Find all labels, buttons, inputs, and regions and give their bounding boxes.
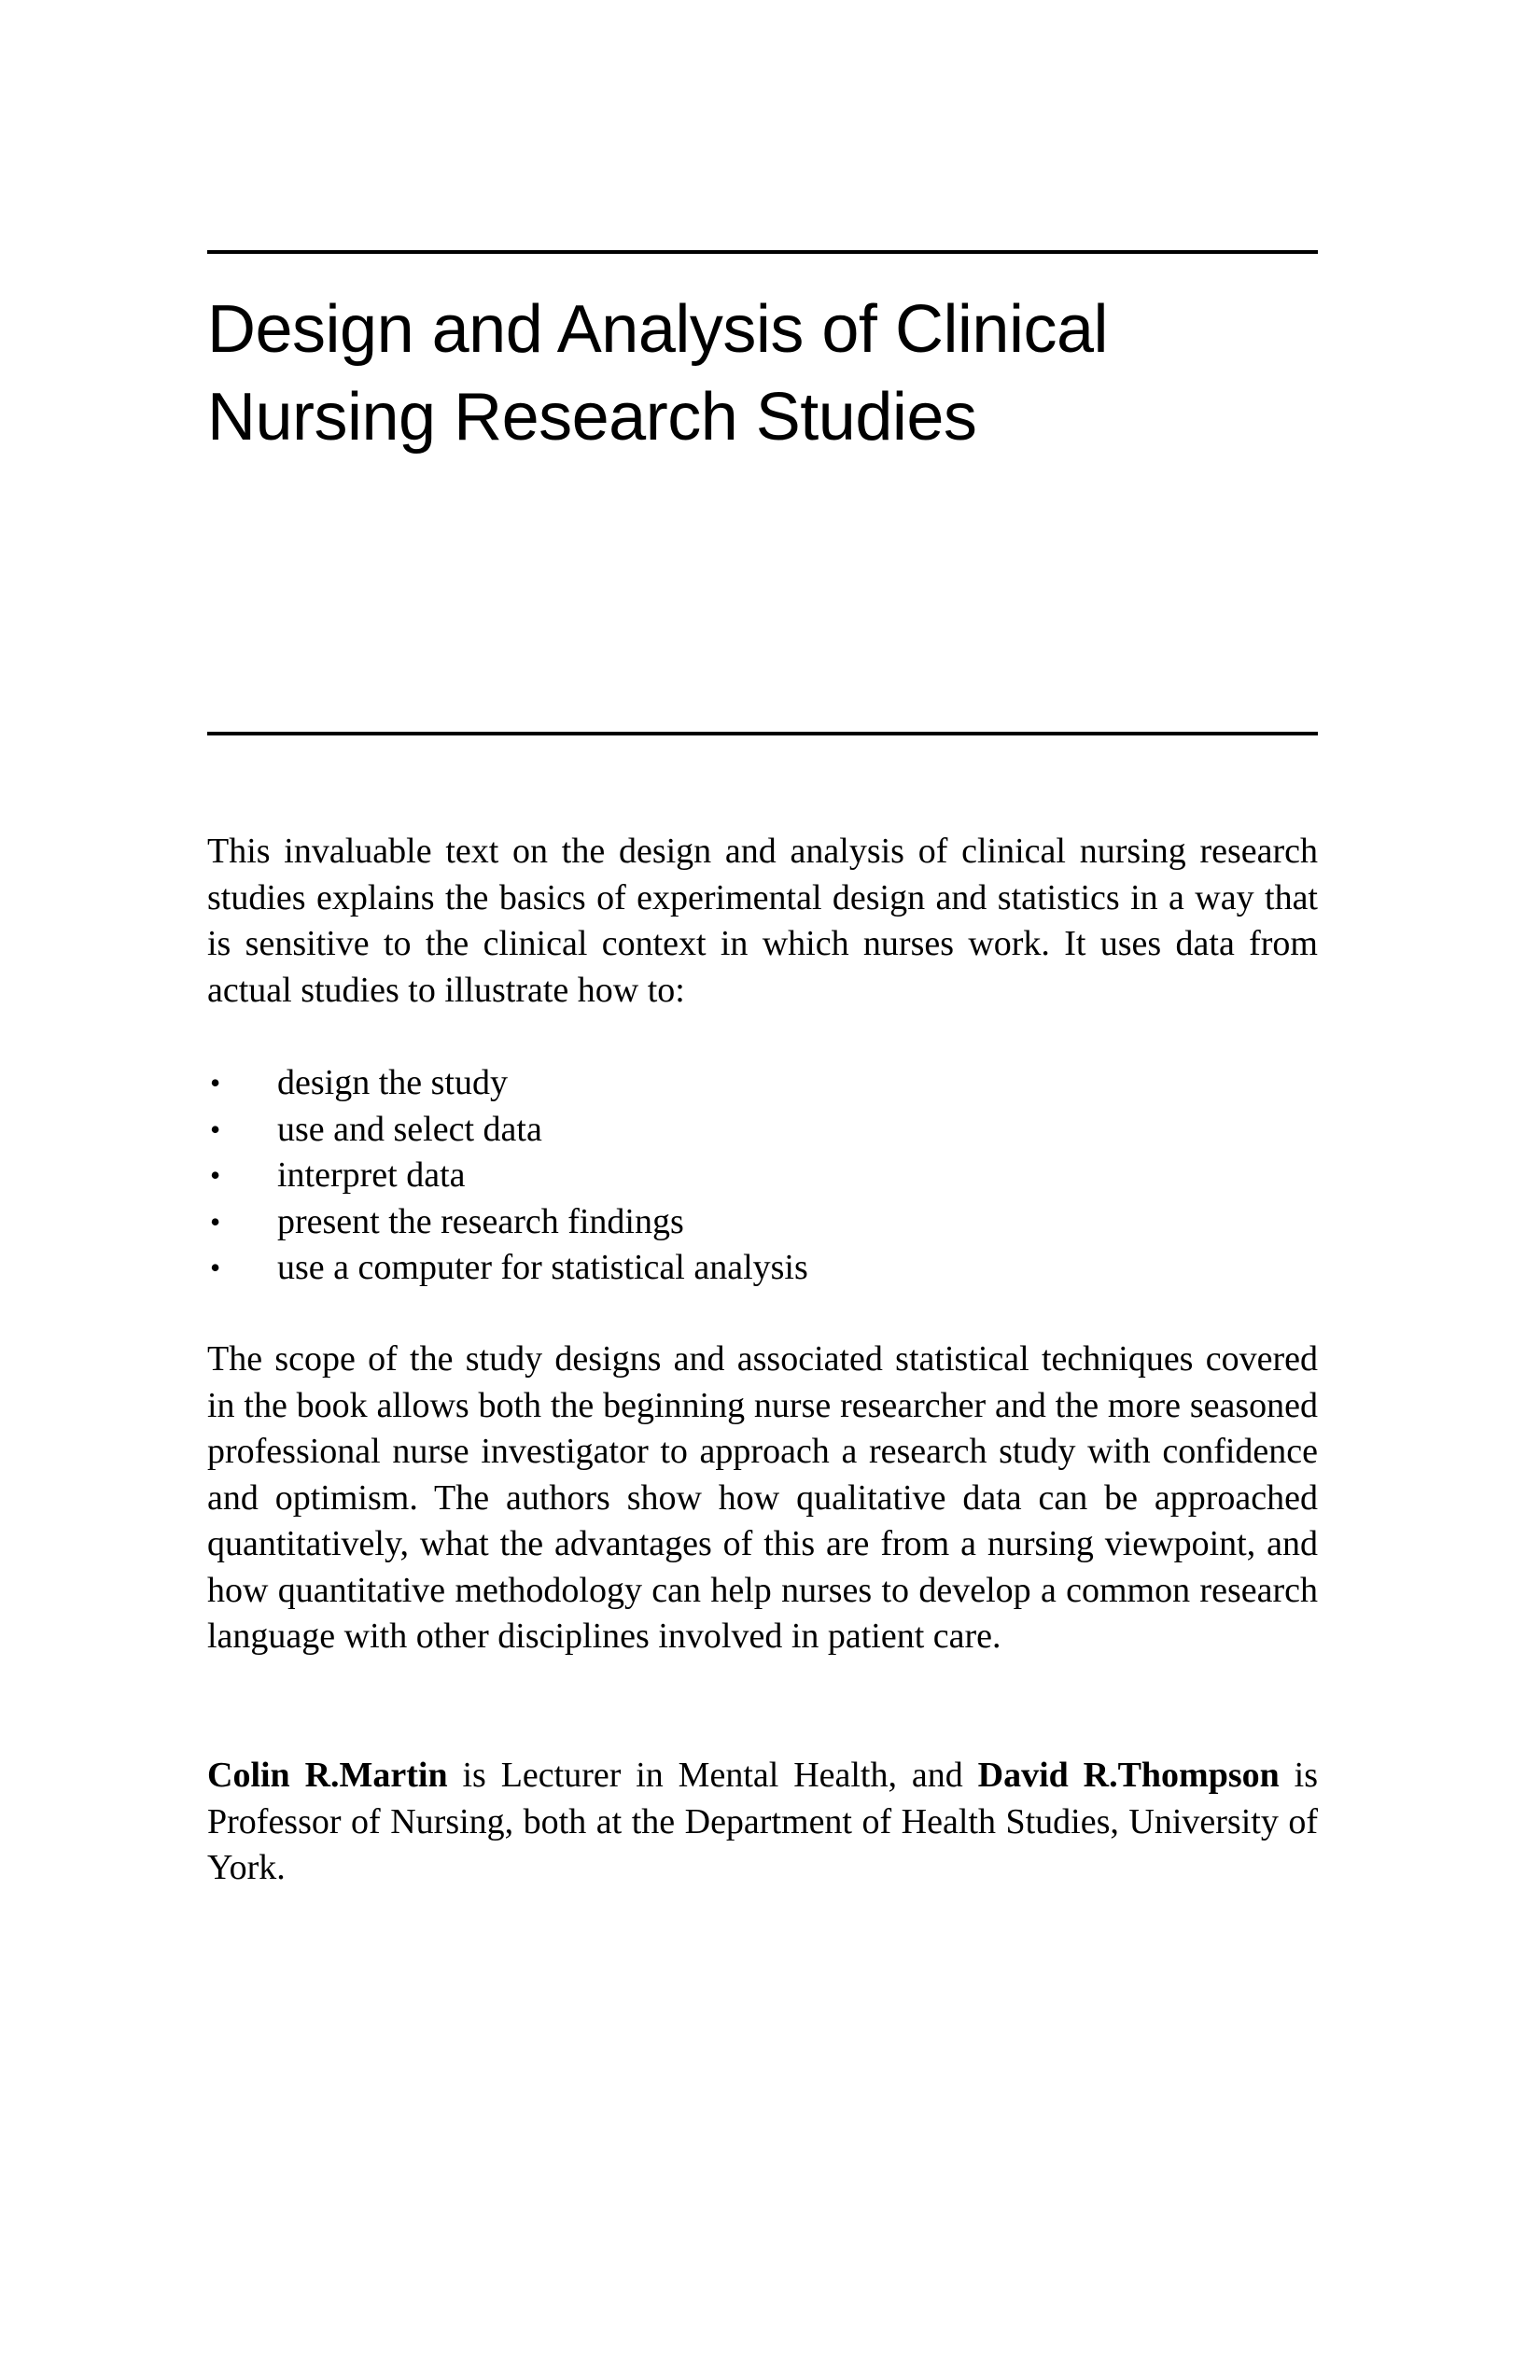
- scope-paragraph: The scope of the study designs and associated statistical techniques covered in the book allows both the beginning nurse researcher and the more seasoned professional nurse investigator to approach a research study with confidence and optimism. The authors show how qualitative data can be approached quantitatively, what the advantages of this are from a nursing viewpoint, and how quantitative methodology can help nurses to develop a common research language with other disciplines involved in patient care.: [207, 1339, 1318, 1656]
- bullet-icon: •: [210, 1204, 221, 1239]
- author-name-2: David R.Thompson: [977, 1756, 1280, 1795]
- list-item-text: use a computer for statistical analysis: [277, 1248, 808, 1287]
- bullet-icon: •: [210, 1112, 221, 1146]
- list-item: [207, 1199, 1318, 1246]
- list-item: [207, 1153, 1318, 1199]
- list-item-text: interpret data: [277, 1155, 466, 1195]
- list-item-text: design the study: [277, 1063, 508, 1102]
- bullet-icon: •: [210, 1251, 221, 1284]
- list-item: [207, 1060, 1318, 1107]
- bottom-rule: [207, 732, 1318, 735]
- bullet-icon: •: [210, 1066, 221, 1099]
- top-rule: [207, 250, 1318, 254]
- book-title-line-1: Design and Analysis of Clinical: [207, 292, 1109, 367]
- list-item: [207, 1245, 1318, 1292]
- book-title-line-2: Nursing Research Studies: [207, 380, 977, 455]
- list-item-text: use and select data: [277, 1109, 542, 1149]
- author-name-1: Colin R.Martin: [207, 1756, 448, 1795]
- list-item-text: present the research findings: [277, 1201, 684, 1241]
- author-text-2: is Professor of Nursing, both at the Department of Health Studies, University of York.: [207, 1756, 1319, 1887]
- author-text-1: is Lecturer in Mental Health, and: [447, 1756, 978, 1795]
- intro-paragraph: This invaluable text on the design and analysis of clinical nursing research studies explains the basics of experimental design and statistics in a way that is sensitive to the clinical context in which nurses work. It uses data from actual studies to illustrate how to:: [207, 832, 1318, 1010]
- book-title: [207, 286, 1318, 461]
- bullet-icon: •: [210, 1158, 221, 1192]
- authors-paragraph: [207, 1753, 1318, 1892]
- topics-list: [207, 1060, 1318, 1292]
- list-item: [207, 1107, 1318, 1154]
